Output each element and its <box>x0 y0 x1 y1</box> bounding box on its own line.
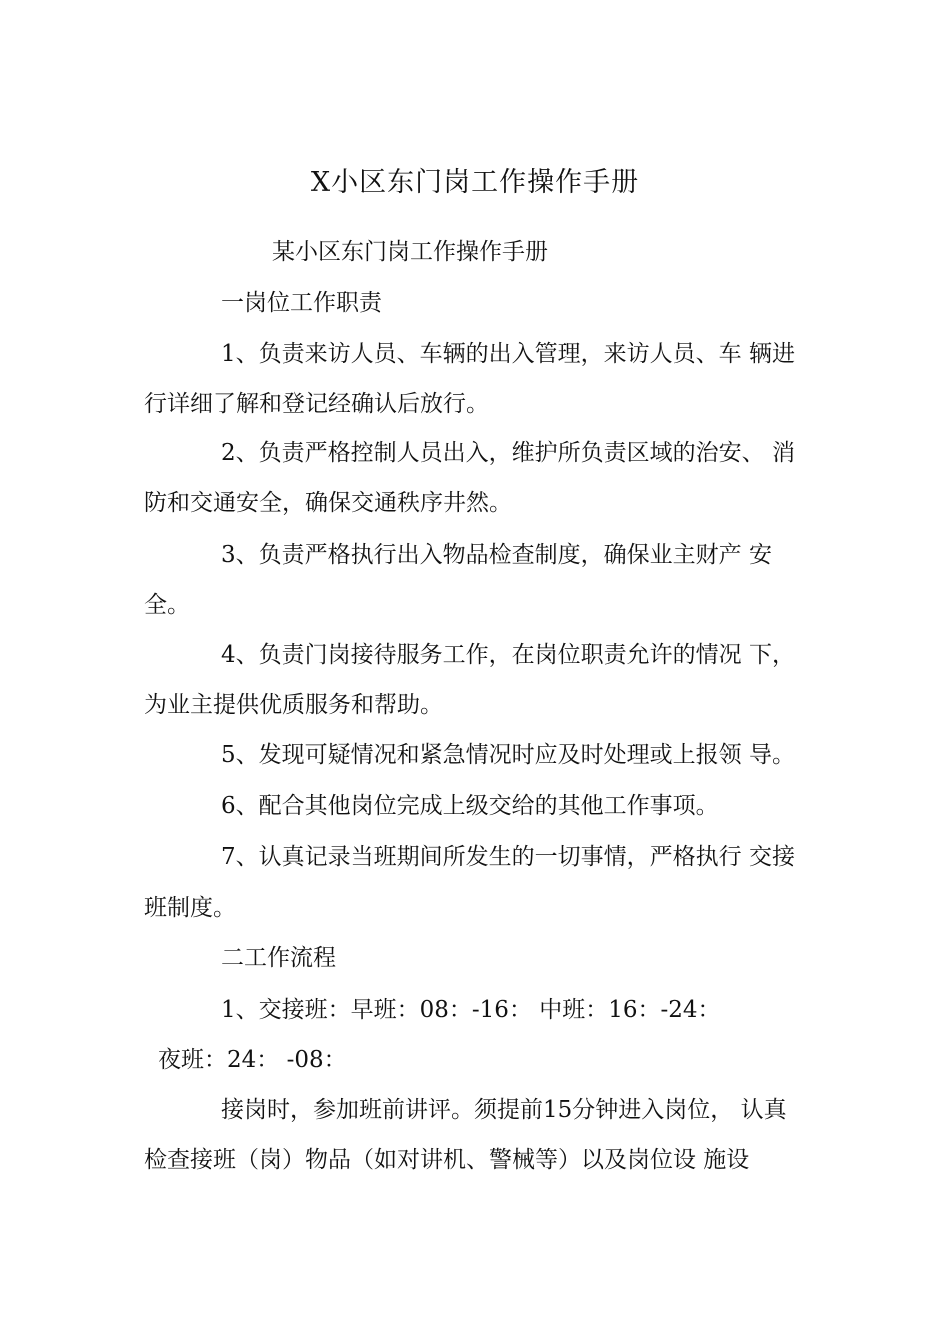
duty-1-line-2: 行详细了解和登记经确认后放行。 <box>144 391 489 417</box>
shift-schedule-line-2: 夜班：24： -08： <box>158 1047 347 1073</box>
section-heading-duties: 一岗位工作职责 <box>221 290 382 316</box>
duty-5-line-1: 5、发现可疑情况和紧急情况时应及时处理或上报领 导。 <box>221 742 795 768</box>
duty-2-line-1: 2、负责严格控制人员出入，维护所负责区域的治安、 消 <box>221 440 795 466</box>
duty-4-line-1: 4、负责门岗接待服务工作，在岗位职责允许的情况 下， <box>221 642 795 668</box>
procedure-line-1: 接岗时，参加班前讲评。须提前15分钟进入岗位， 认真 <box>221 1097 787 1123</box>
duty-2-line-2: 防和交通安全，确保交通秩序井然。 <box>144 490 512 516</box>
procedure-line-2: 检查接班（岗）物品（如对讲机、警械等）以及岗位设 施设 <box>144 1147 750 1173</box>
document-subtitle: 某小区东门岗工作操作手册 <box>272 239 548 265</box>
section-heading-workflow: 二工作流程 <box>221 945 336 971</box>
duty-7-line-2: 班制度。 <box>144 895 236 921</box>
duty-3-line-2: 全。 <box>144 592 190 618</box>
duty-3-line-1: 3、负责严格执行出入物品检查制度，确保业主财产 安 <box>221 542 772 568</box>
duty-4-line-2: 为业主提供优质服务和帮助。 <box>144 692 443 718</box>
shift-schedule-line-1: 1、交接班：早班：08：-16： 中班：16：-24： <box>221 997 721 1023</box>
document-title: X小区东门岗工作操作手册 <box>310 167 640 198</box>
duty-6-line-1: 6、配合其他岗位完成上级交给的其他工作事项。 <box>221 793 719 819</box>
duty-7-line-1: 7、认真记录当班期间所发生的一切事情，严格执行 交接 <box>221 844 795 870</box>
duty-1-line-1: 1、负责来访人员、车辆的出入管理，来访人员、车 辆进 <box>221 341 795 367</box>
